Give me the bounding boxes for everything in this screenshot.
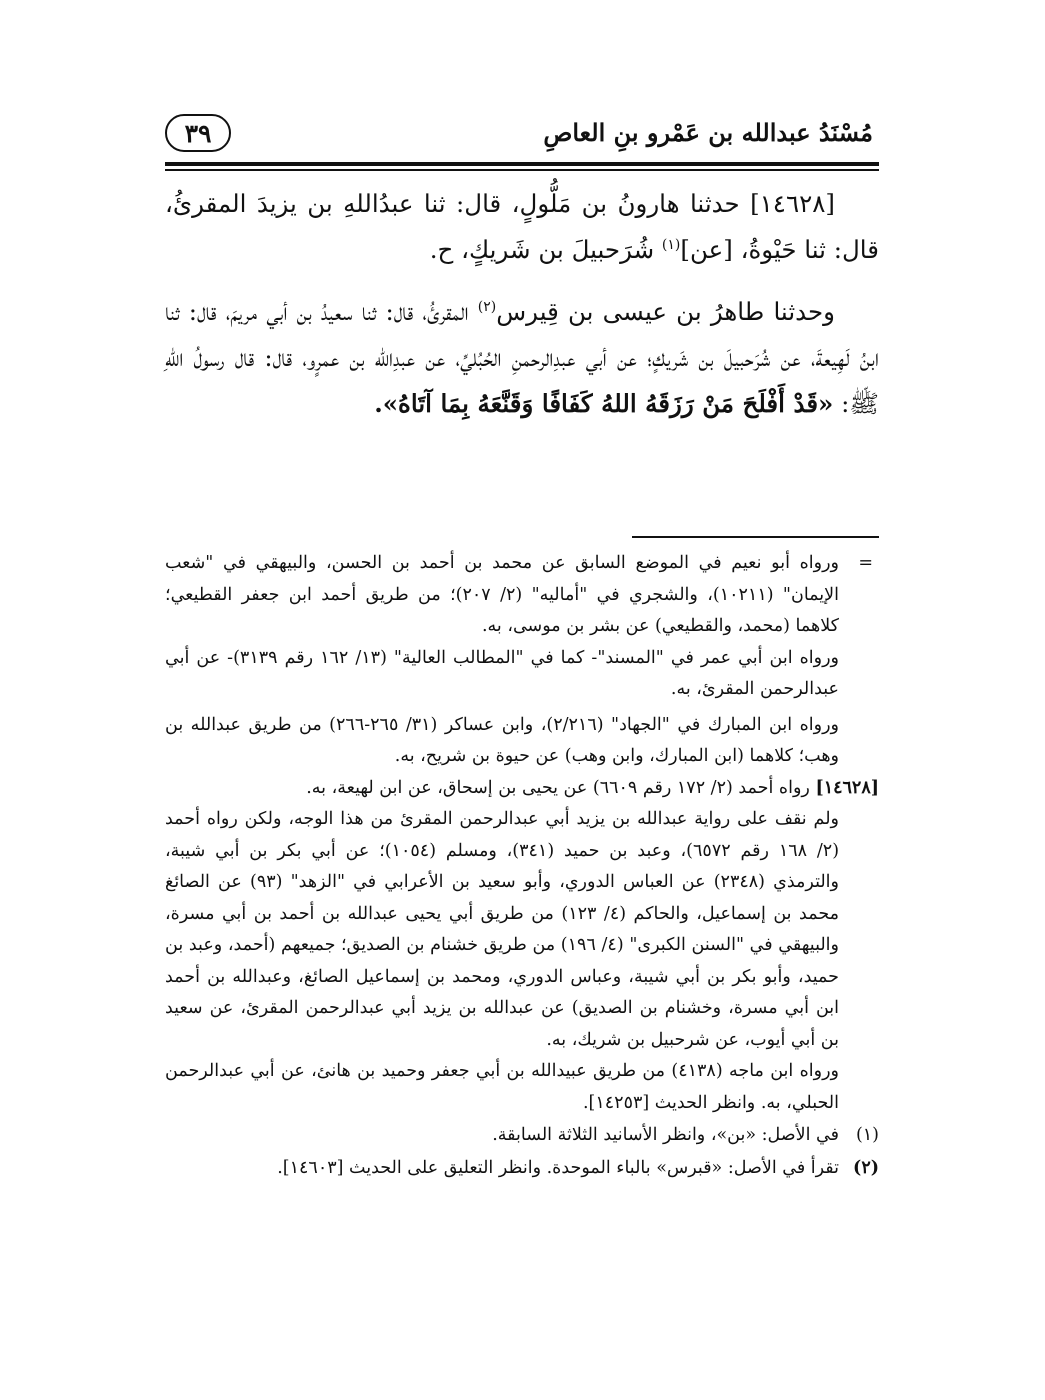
footnote-2-number: (٢) [853,1157,879,1178]
footnote-1-text: في الأصل: «بن»، وانظر الأسانيد الثلاثة السابقة. [492,1125,839,1145]
page-number [165,114,231,152]
footnote-takhrij [165,804,879,1119]
footnote-takhrij-para: ورواه ابن ماجه (٤١٣٨) من طريق عبيدالله بن أبي جعفر وحميد بن هانئ، عن أبي عبدالرحمن الحبلي، به. وانظر الحديث [١٤٢٥٣]. [165,1061,839,1113]
footnote-1 [165,1120,879,1152]
footnote-mark-2: (٢) [477,298,497,315]
paragraph-2 [165,289,879,427]
footnote-hadith-line [165,773,879,805]
paragraph-1-text-a: حدثنا هارونُ بن مَلُّولٍ، قال: ثنا عبدُاللهِ بن يزيدَ المقرئُ، قال: ثنا حَيْوةُ، [عن] [165,189,879,264]
footnote-cont-line: ورواه ابن أبي عمر في "المسند"- كما في "المطالب العالية" (١٣/ ١٦٢ رقم ٣١٣٩)- عن أبي عبدالرحمن المقرئ، به. [165,647,839,699]
header-rule-thick [165,162,879,166]
continuation-marker: = [858,553,873,573]
footnote-hadith-number: [١٤٦٢٨] [815,777,879,798]
page-number-text: ٣٩ [184,118,212,148]
footnote-takhrij-para: ولم نقف على رواية عبدالله بن يزيد أبي عبدالرحمن المقرئ من هذا الوجه، ولكن رواه أحمد (٢/ ١٦٨ رقم ٦٥٧٢)، وعبد بن حميد (٣٤١)، ومسلم (١٠٥٤)؛ عن أبي بكر بن أبي شيبة، والترمذي (٢٣٤٨) عن العباس الدوري، وأبو سعيد بن الأعرابي في "الزهد" (٩٣) عن الصائغ محمد بن إسماعيل، والحاكم (٤/ ١٢٣) من طريق أبي يحيى عبدالله بن أحمد بن أبي مسرة، والبيهقي في "السنن الكبرى" (٤/ ١٩٦) من طريق خشنام بن الصديق؛ جميعهم (أحمد، وعبد بن حميد، وأبو بكر بن أبي شيبة، وعباس الدوري، ومحمد بن إسماعيل الصائغ، وعبدالله بن أحمد ابن أبي مسرة، وخشنام بن الصديق) عن عبدالله بن يزيد أبي عبدالرحمن المقرئ، عن سعيد بن أبي أيوب، عن شرحبيل بن شريك، به. [165,809,840,1050]
footnote-2 [165,1153,879,1185]
paragraph-1 [165,181,879,273]
footnote-hadith-text: رواه أحمد (٢/ ١٧٢ رقم ٦٦٠٩) عن يحيى بن إسحاق، عن ابن لهيعة، به. [306,777,810,798]
paragraph-1-text-b: شُرَحبيلَ بن شَريكٍ، ح. [429,235,662,264]
footnote-1-number: (١) [855,1125,879,1145]
footnotes [165,548,879,1184]
main-text [165,181,879,427]
footnote-2-text: تقرأ في الأصل: «قبرس» بالباء الموحدة. وانظر التعليق على الحديث [١٤٦٠٣]. [277,1157,839,1178]
paragraph-2-text-a: وحدثنا طاهرُ بن عيسى بن قِيرس [496,297,835,326]
footnote-continuation [165,548,879,773]
footnote-cont-line: ورواه أبو نعيم في الموضع السابق عن محمد بن أحمد بن الحسن، والبيهقي في "شعب الإيمان" (١٠٢١١)، والشجري في "أماليه" (٢/ ٢٠٧)؛ من طريق أحمد ابن جعفر القطيعي؛ كلاهما (محمد، والقطيعي) عن بشر بن موسى، به. [165,553,839,636]
footnote-mark-1: (١) [661,236,681,253]
paragraph-2-text-b: المقرئُ، قال: ثنا سعيدُ بن أبي مريمَ، قال: ثنا ابنُ لَهِيعةَ، عن شُرَحبيلَ بن شَريكٍ؛ عن أبي عبدِالرحمنِ الحُبُليِّ، عن عبدِالله بن عمرٍو، قال: قال رسولُ اللهِ ﷺ: [165,297,879,418]
hadith-matn: «قَدْ أَفْلَحَ مَنْ رَزَقَهُ اللهُ كَفَافًا وَقَنَّعَهُ بِمَا آتَاهُ». [374,389,834,418]
running-title: مُسْنَدُ عبدالله بن عَمْرو بنِ العاصِ [543,118,873,147]
footnote-separator [632,536,879,538]
footnote-cont-line: ورواه ابن المبارك في "الجهاد" (٢/٢١٦)، وابن عساكر (٣١/ ٢٦٥-٢٦٦) من طريق عبدالله بن وهب؛ كلاهما (ابن المبارك، وابن وهب) عن حيوة بن شريح، به. [165,714,839,766]
header-rule-thin [165,169,879,171]
hadith-number: [١٤٦٢٨] [750,189,835,218]
